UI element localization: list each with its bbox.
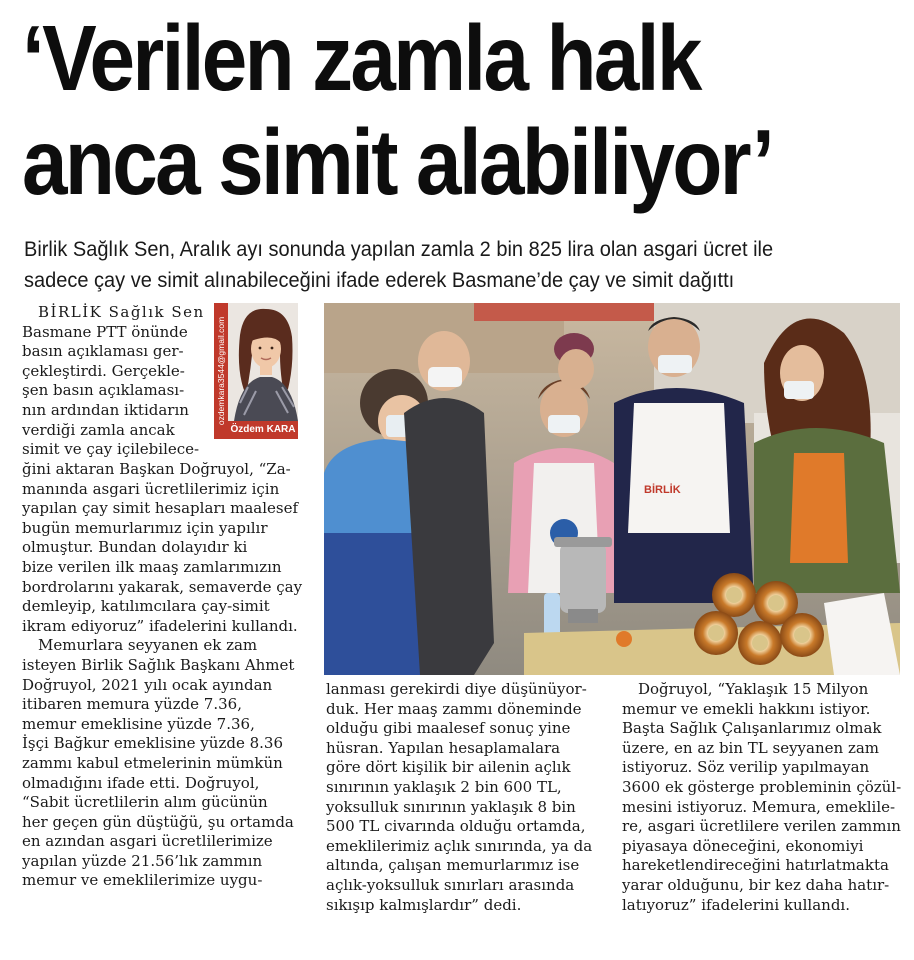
body-line: yarar olduğunu, bir kez daha hatır- [622, 875, 890, 894]
body-line: hareketlendireceğini hatırlatmakta [622, 856, 889, 875]
author-name: Özdem KARA [228, 421, 298, 439]
headline-line-2: anca simit alabiliyor’ [22, 110, 773, 214]
body-line: yapılan yüzde 21.56’lık zammın [22, 851, 263, 870]
body-line: yoksulluk sınırının yaklaşık 8 bin [326, 797, 576, 816]
body-line: re, asgari ücretlilere verilen zammın [622, 817, 901, 836]
body-line: Memurlara seyyanen ek zam [38, 636, 258, 655]
body-line: emeklilerimiz açlık sınırında, ya da [326, 836, 593, 855]
apron-text: BİRLİK [644, 484, 681, 496]
news-photo [324, 303, 900, 675]
deck-subheadline [24, 234, 842, 296]
body-line: Doğruyol, “Yaklaşık 15 Milyon [638, 680, 869, 698]
body-line: İşçi Bağkur emeklisine yüzde 8.36 [22, 734, 283, 753]
column-3 [622, 680, 906, 915]
body-line: memur ve emekli hakkını istiyor. [622, 699, 871, 718]
column-1-top [22, 303, 210, 460]
body-line: itibaren memura yüzde 7.36, [22, 695, 242, 714]
body-line: nın ardından iktidarın [22, 400, 189, 419]
body-line: isteyen Birlik Sağlık Başkanı Ahmet [22, 655, 295, 674]
news-photo-illustration [324, 303, 900, 675]
body-line: istiyoruz. Söz verilip yapılmayan [622, 758, 870, 777]
body-line: her geçen gün düştüğü, şu ortamda [22, 812, 294, 831]
column-1-bottom [22, 460, 312, 891]
headline [22, 6, 796, 214]
body-line: olduğu gibi maalesef sonuç yine [326, 719, 571, 738]
body-line: memur emeklisine yüzde 7.36, [22, 714, 255, 733]
body-line: bordrolarını yakarak, semaverde çay [22, 577, 303, 596]
body-line: yapılan çay simit hesapları maalesef [22, 499, 299, 518]
body-line: Basmane PTT önünde [22, 322, 188, 341]
body-line: BİRLİK Sağlık Sen [38, 303, 205, 321]
column-2 [326, 680, 618, 915]
body-line: sıkışıp kalmışlardır” dedi. [326, 895, 522, 914]
body-line: ikram ediyoruz” ifadelerini kullandı. [22, 616, 298, 635]
author-box [214, 303, 298, 439]
headline-line-1: ‘Verilen zamla halk [22, 6, 700, 110]
body-line: açlık-yoksulluk sınırları arasında [326, 875, 575, 894]
deck-line-1: Birlik Sağlık Sen, Aralık ayı sonunda yapılan zamla 2 bin 825 lira olan asgari ücret ile [24, 237, 774, 261]
body-line: duk. Her maaş zammı döneminde [326, 699, 582, 718]
body-line: çekleştirdi. Gerçekle- [22, 361, 185, 380]
body-line: sınırının yaklaşık 2 bin 600 TL, [326, 777, 562, 796]
body-line: üzere, en az bin TL seyyanen zam [622, 738, 880, 757]
body-line: simit ve çay içilebilece- [22, 440, 200, 459]
author-email: ozdemkara3544@gmail.com [216, 316, 226, 426]
body-line: Başta Sağlık Çalışanlarımız olmak [622, 719, 882, 738]
body-line: lanması gerekirdi diye düşünüyor- [326, 680, 587, 698]
body-line: altında, çalışan memurlarımız ise [326, 856, 580, 875]
body-line: Doğruyol, 2021 yılı ocak ayından [22, 675, 273, 694]
body-line: demleyip, katılımcılara çay-simit [22, 597, 270, 616]
body-line: verdiği zamla ancak [22, 420, 175, 439]
deck-line-2: sadece çay ve simit alınabileceğini ifade ederek Basmane’de çay ve simit dağıttı [24, 268, 735, 292]
body-line: basın açıklaması ger- [22, 342, 184, 361]
body-line: olmuştur. Bundan dolayıdır ki [22, 538, 248, 557]
body-line: mesini istiyoruz. Memura, emeklile- [622, 797, 896, 816]
body-line: memur ve emeklilerimize uygu- [22, 871, 263, 890]
body-line: bize verilen ilk maaş zamlarımızın [22, 557, 282, 576]
body-line: en azından asgari ücretlilerimize [22, 832, 273, 851]
author-portrait [214, 303, 298, 439]
body-line: piyasaya döneceğini, ekonomiyi [622, 836, 864, 855]
body-line: zammı kabul etmelerinin mümkün [22, 753, 283, 772]
body-line: olmadığını ifade etti. Doğruyol, [22, 773, 260, 792]
body-line: “Sabit ücretlilerin alım gücünün [22, 793, 268, 812]
body-line: hüsran. Yapılan hesaplamalara [326, 738, 561, 757]
body-line: 500 TL civarında olduğu ortamda, [326, 817, 586, 836]
body-line: manında asgari ücretlilerimiz için [22, 479, 280, 498]
body-line: göre dört kişilik bir ailenin açlık [326, 758, 571, 777]
body-line: şen basın açıklaması- [22, 381, 185, 400]
body-line: latıyoruz” ifadelerini kullandı. [622, 895, 850, 914]
body-line: bugün memurlarımız için yapılır [22, 518, 268, 537]
body-line: 3600 ek gösterge probleminin çözül- [622, 777, 902, 796]
body-line: ğini aktaran Başkan Doğruyol, “Za- [22, 460, 291, 478]
